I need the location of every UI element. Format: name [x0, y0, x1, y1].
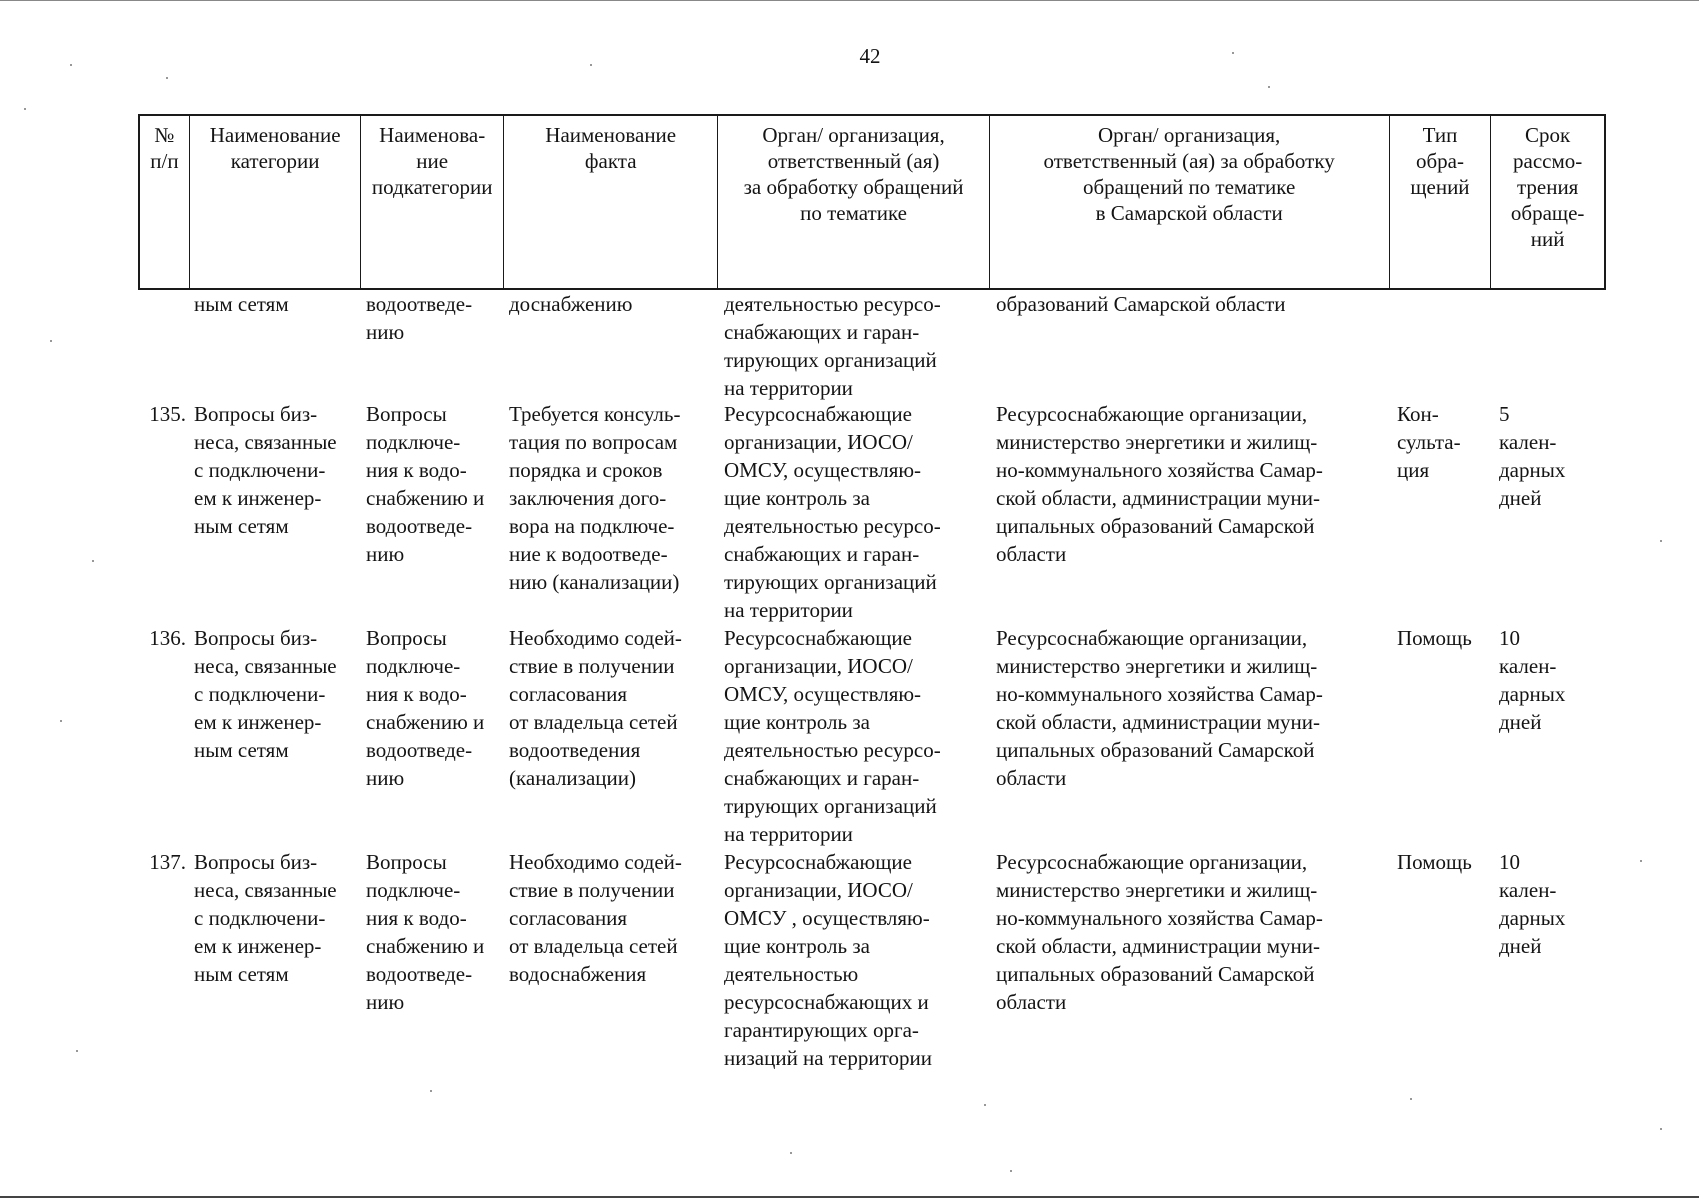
cell-term: 10 кален- дарных дней [1499, 626, 1566, 734]
cell-type: Помощь [1397, 850, 1472, 874]
scan-speck [1010, 1170, 1012, 1172]
scan-speck [790, 1152, 792, 1154]
cell-organ: деятельностью ресурсо- снабжающих и гаран- тирующих организаций на территории [724, 292, 941, 400]
cell-subcategory: Вопросы подключе- ния к водо- снабжению и водоотведе- нию [366, 850, 485, 1014]
cell-number [138, 290, 188, 400]
scan-speck [70, 64, 72, 66]
cell-fact: Требуется консуль- тация по вопросам порядка и сроков заключения дого- вора на подключе- ние к водоотведе- нию (канализации) [509, 402, 681, 594]
scan-speck [1268, 86, 1270, 88]
cell-term [1493, 290, 1606, 400]
scan-edge-top [0, 0, 1699, 1]
cell-category: Вопросы биз- неса, связанные с подключени- ем к инженер- ным сетям [194, 850, 337, 986]
cell-term: 5 кален- дарных дней [1499, 402, 1566, 510]
scan-edge-bottom [0, 1196, 1699, 1198]
cell-type [1391, 290, 1493, 400]
cell-organ: Ресурсоснабжающие организации, ИОСО/ ОМСУ , осуществляю- щие контроль за деятельностью ресурсоснабжающих и гарантирующих орга- низаций на территории [724, 850, 932, 1070]
scan-speck [1232, 52, 1234, 54]
scan-speck [50, 340, 52, 342]
header-category: Наименование категории [190, 116, 362, 288]
cell-organ-samara: Ресурсоснабжающие организации, министерство энергетики и жилищ- но-коммунального хозяйства Самар- ской области, администрации муни- ципальных образований Самарской области [996, 402, 1323, 566]
cell-term: 10 кален- дарных дней [1499, 850, 1566, 958]
scan-speck [76, 1050, 78, 1052]
cell-category: ным сетям [194, 292, 289, 316]
cell-subcategory: водоотведе- нию [366, 292, 473, 344]
cell-organ-samara: образований Самарской области [996, 292, 1286, 316]
cell-category: Вопросы биз- неса, связанные с подключени- ем к инженер- ным сетям [194, 402, 337, 538]
header-organ-samara: Орган/ организация, ответственный (ая) за обработку обращений по тематике в Самарской области [990, 116, 1390, 288]
table-row-continuation [138, 290, 1606, 400]
cell-type: Помощь [1397, 626, 1472, 650]
cell-organ-samara: Ресурсоснабжающие организации, министерство энергетики и жилищ- но-коммунального хозяйства Самар- ской области, администрации муни- ципальных образований Самарской области [996, 626, 1323, 790]
cell-number: 135. [149, 402, 186, 426]
scan-speck [166, 77, 168, 79]
table-row [138, 400, 1606, 624]
header-term: Срок рассмо- трения обраще- ний [1510, 123, 1585, 251]
scan-speck [590, 64, 592, 66]
header-fact: Наименование факта [504, 116, 718, 288]
cell-fact: Необходимо содей- ствие в получении согласования от владельца сетей водоотведения (канализации) [509, 626, 682, 790]
page-number: 42 [859, 44, 881, 68]
scan-speck [984, 1104, 986, 1106]
scan-speck [1640, 860, 1642, 862]
scan-speck [60, 720, 62, 722]
cell-number: 137. [149, 850, 186, 874]
table-row [138, 624, 1606, 848]
header-type: Тип обра- щений [1390, 116, 1492, 288]
header-organ: Орган/ организация, ответственный (ая) за обработку обращений по тематике [718, 116, 989, 288]
cell-subcategory: Вопросы подключе- ния к водо- снабжению и водоотведе- нию [366, 626, 485, 790]
cell-organ: Ресурсоснабжающие организации, ИОСО/ ОМСУ, осуществляю- щие контроль за деятельностью ресурсо- снабжающих и гаран- тирующих организаций на территории [724, 402, 941, 622]
cell-fact: Необходимо содей- ствие в получении согласования от владельца сетей водоснабжения [509, 850, 682, 986]
cell-category: Вопросы биз- неса, связанные с подключени- ем к инженер- ным сетям [194, 626, 337, 762]
table-header [138, 114, 1606, 290]
header-number: № п/п [140, 116, 190, 288]
cell-subcategory: Вопросы подключе- ния к водо- снабжению и водоотведе- нию [366, 402, 485, 566]
table-row [138, 848, 1606, 1088]
header-subcategory: Наименова- ние подкатегории [361, 116, 504, 288]
table-body [138, 290, 1606, 1088]
scan-speck [24, 108, 26, 110]
scan-speck [1410, 1098, 1412, 1100]
scan-speck [430, 1090, 432, 1092]
cell-number: 136. [149, 626, 186, 650]
scan-speck [1660, 540, 1662, 542]
cell-organ-samara: Ресурсоснабжающие организации, министерство энергетики и жилищ- но-коммунального хозяйства Самар- ской области, администрации муни- ципальных образований Самарской области [996, 850, 1323, 1014]
scan-speck [92, 560, 94, 562]
cell-type: Кон- сульта- ция [1397, 402, 1461, 482]
scan-speck [1660, 1128, 1662, 1130]
cell-fact: доснабжению [509, 292, 633, 316]
cell-organ: Ресурсоснабжающие организации, ИОСО/ ОМСУ, осуществляю- щие контроль за деятельностью ресурсо- снабжающих и гаран- тирующих организаций на территории [724, 626, 941, 846]
